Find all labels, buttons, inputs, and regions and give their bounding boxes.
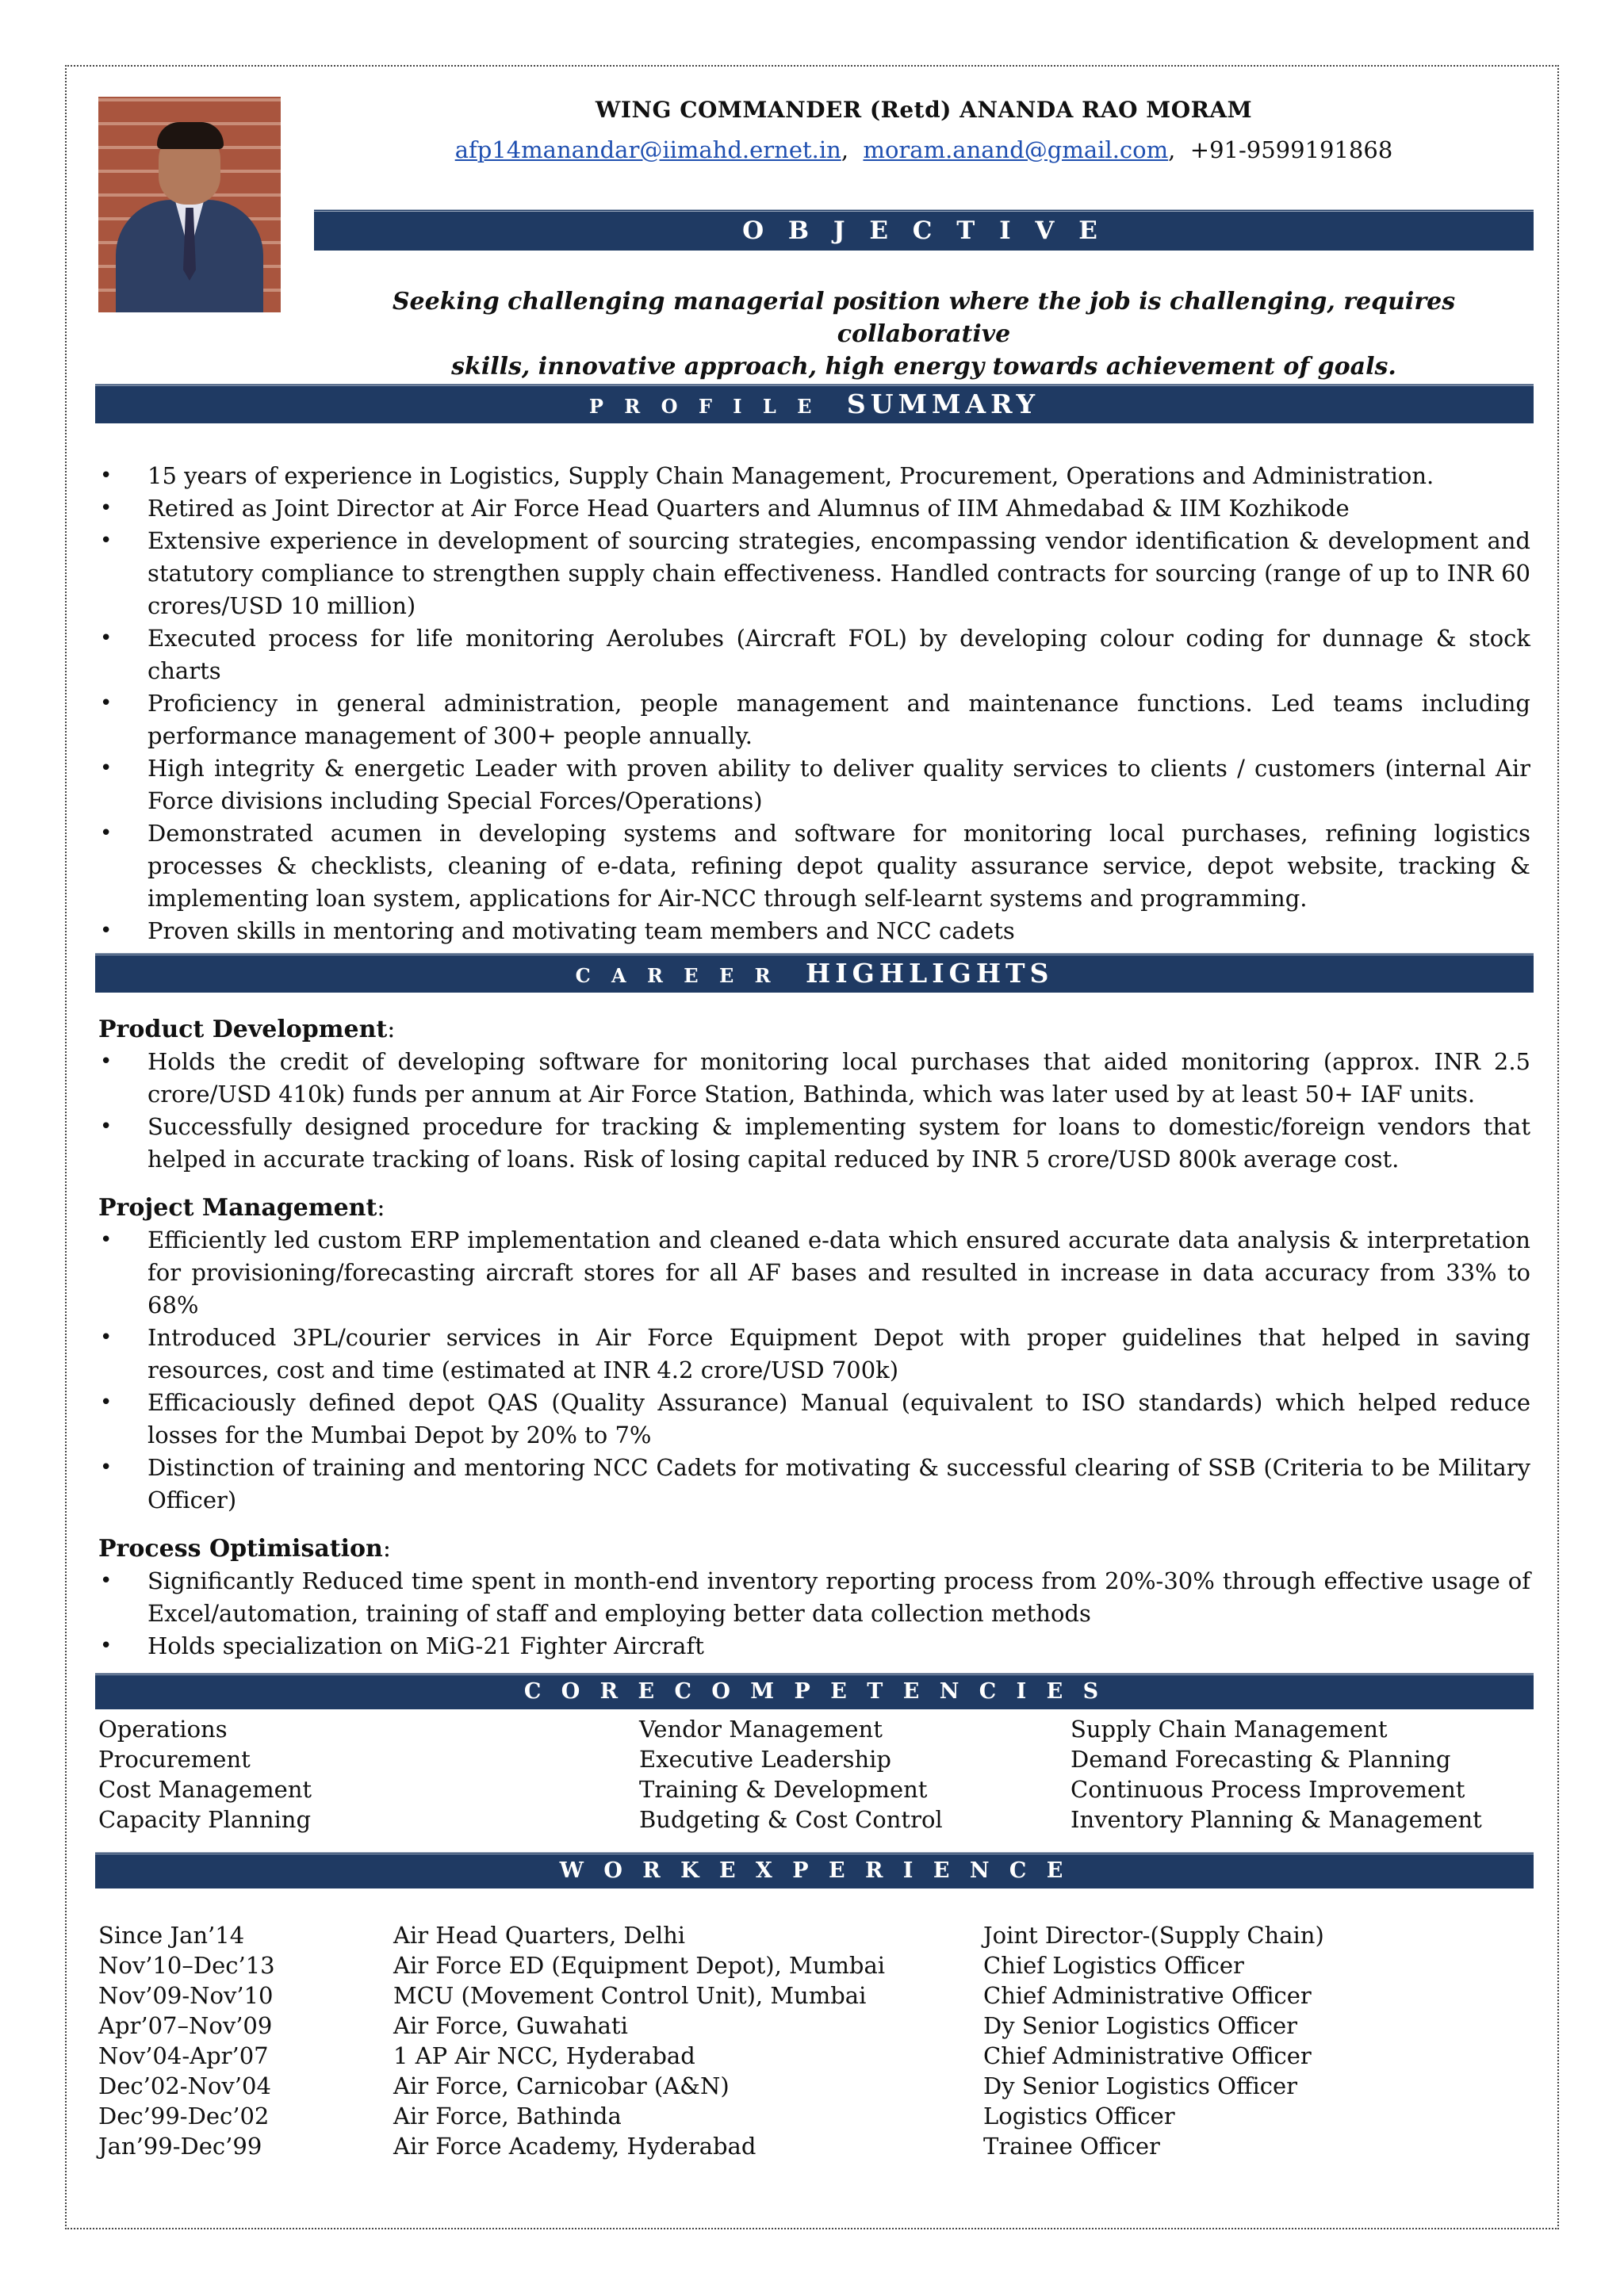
competencies-column-2: Vendor Management Executive Leadership Training & Development Budgeting & Cost Control: [639, 1716, 943, 1833]
list-item: • Demonstrated acumen in developing systems and software for monitoring local purchases, refining logistics processes & checklists, cleaning of e-data, refining depot quality assurance service, depot website, tracking & implementing loan system, applications for Air-NCC through self-learnt systems and programming.: [98, 817, 1530, 915]
list-item: • Proficiency in general administration, people management and maintenance functions. Led teams including performance management of 300+ people annually.: [98, 687, 1530, 752]
list-item: • Successfully designed procedure for tracking & implementing system for loans to domestic/foreign vendors that helped in accurate tracking of loans. Risk of losing capital reduced by INR 5 crore/USD 800k average cost.: [98, 1111, 1530, 1176]
career-highlights-heading: C A R E E R HIGHLIGHTS: [95, 953, 1534, 993]
phone-number: +91-9599191868: [1189, 136, 1393, 163]
career-highlights-content: [98, 1013, 1530, 1663]
work-experience-heading: W O R K E X P E R I E N C E: [95, 1852, 1534, 1888]
contact-line: afp14manandar@iimahd.ernet.in, moram.anand@gmail.com, +91-9599191868: [454, 136, 1393, 163]
email-link-1[interactable]: afp14manandar@iimahd.ernet.in: [454, 136, 841, 163]
profile-summary-list: [98, 460, 1530, 947]
subheading-product-development: Product Development:: [98, 1016, 396, 1043]
competencies-column-1: Operations Procurement Cost Management Capacity Planning: [98, 1716, 312, 1833]
list-item: • Proven skills in mentoring and motivating team members and NCC cadets: [98, 915, 1530, 947]
objective-heading: O B J E C T I V E: [314, 209, 1534, 251]
list-item: • Holds specialization on MiG-21 Fighter Aircraft: [98, 1630, 1530, 1663]
work-places-column: Air Head Quarters, Delhi Air Force ED (Equipment Depot), Mumbai MCU (Movement Control Unit), Mumbai Air Force, Guwahati 1 AP Air NCC, Hyderabad Air Force, Carnicobar (A&N) Air Force, Bathinda Air Force Academy, Hyderabad: [393, 1922, 886, 2160]
candidate-name: WING COMMANDER (Retd) ANANDA RAO MORAM: [595, 97, 1253, 123]
list-item: • Holds the credit of developing software for monitoring local purchases that aided monitoring (approx. INR 2.5 crore/USD 410k) funds per annum at Air Force Station, Bathinda, which was later used by at least 50+ IAF units.: [98, 1046, 1530, 1111]
list-item: • Retired as Joint Director at Air Force Head Quarters and Alumnus of IIM Ahmedabad & IIM Kozhikode: [98, 492, 1530, 525]
list-item: • Efficiently led custom ERP implementation and cleaned e-data which ensured accurate data analysis & interpretation for provisioning/forecasting aircraft stores for all AF bases and resulted in increase in data accuracy from 33% to 68%: [98, 1224, 1530, 1322]
list-item: • Executed process for life monitoring Aerolubes (Aircraft FOL) by developing colour coding for dunnage & stock charts: [98, 622, 1530, 687]
list-item: • Significantly Reduced time spent in month-end inventory reporting process from 20%-30% through effective usage of Excel/automation, training of staff and employing better data collection methods: [98, 1565, 1530, 1630]
list-item: • Introduced 3PL/courier services in Air Force Equipment Depot with proper guidelines that helped in saving resources, cost and time (estimated at INR 4.2 crore/USD 700k): [98, 1322, 1530, 1387]
email-link-2[interactable]: moram.anand@gmail.com: [863, 136, 1169, 163]
list-item: • Distinction of training and mentoring NCC Cadets for motivating & successful clearing of SSB (Criteria to be Military Officer): [98, 1452, 1530, 1517]
work-roles-column: Joint Director-(Supply Chain) Chief Logistics Officer Chief Administrative Officer Dy Senior Logistics Officer Chief Administrative Officer Dy Senior Logistics Officer Logistics Officer Trainee Officer: [983, 1922, 1324, 2160]
list-item: • Efficaciously defined depot QAS (Quality Assurance) Manual (equivalent to ISO standards) which helped reduce losses for the Mumbai Depot by 20% to 7%: [98, 1387, 1530, 1452]
list-item: • High integrity & energetic Leader with proven ability to deliver quality services to clients / customers (internal Air Force divisions including Special Forces/Operations): [98, 752, 1530, 817]
competencies-column-3: Supply Chain Management Demand Forecasting & Planning Continuous Process Improvement Inventory Planning & Management: [1071, 1716, 1482, 1833]
list-item: • Extensive experience in development of sourcing strategies, encompassing vendor identification & development and statutory compliance to strengthen supply chain effectiveness. Handled contracts for sourcing (range of up to INR 60 crores/USD 10 million): [98, 525, 1530, 622]
work-periods-column: Since Jan’14 Nov’10–Dec’13 Nov’09-Nov’10 Apr’07–Nov’09 Nov’04-Apr’07 Dec’02-Nov’04 Dec’99-Dec’02 Jan’99-Dec’99: [98, 1922, 275, 2160]
subheading-project-management: Project Management:: [98, 1194, 385, 1222]
subheading-process-optimisation: Process Optimisation:: [98, 1535, 391, 1563]
profile-photo: [98, 97, 281, 312]
objective-text: Seeking challenging managerial position where the job is challenging, requires collaborative skills, innovative approach, high energy towards achievement of goals.: [392, 288, 1456, 381]
list-item: • 15 years of experience in Logistics, Supply Chain Management, Procurement, Operations and Administration.: [98, 460, 1530, 492]
profile-summary-heading: P R O F I L E SUMMARY: [95, 384, 1534, 423]
core-competencies-heading: C O R E C O M P E T E N C I E S: [95, 1673, 1534, 1709]
